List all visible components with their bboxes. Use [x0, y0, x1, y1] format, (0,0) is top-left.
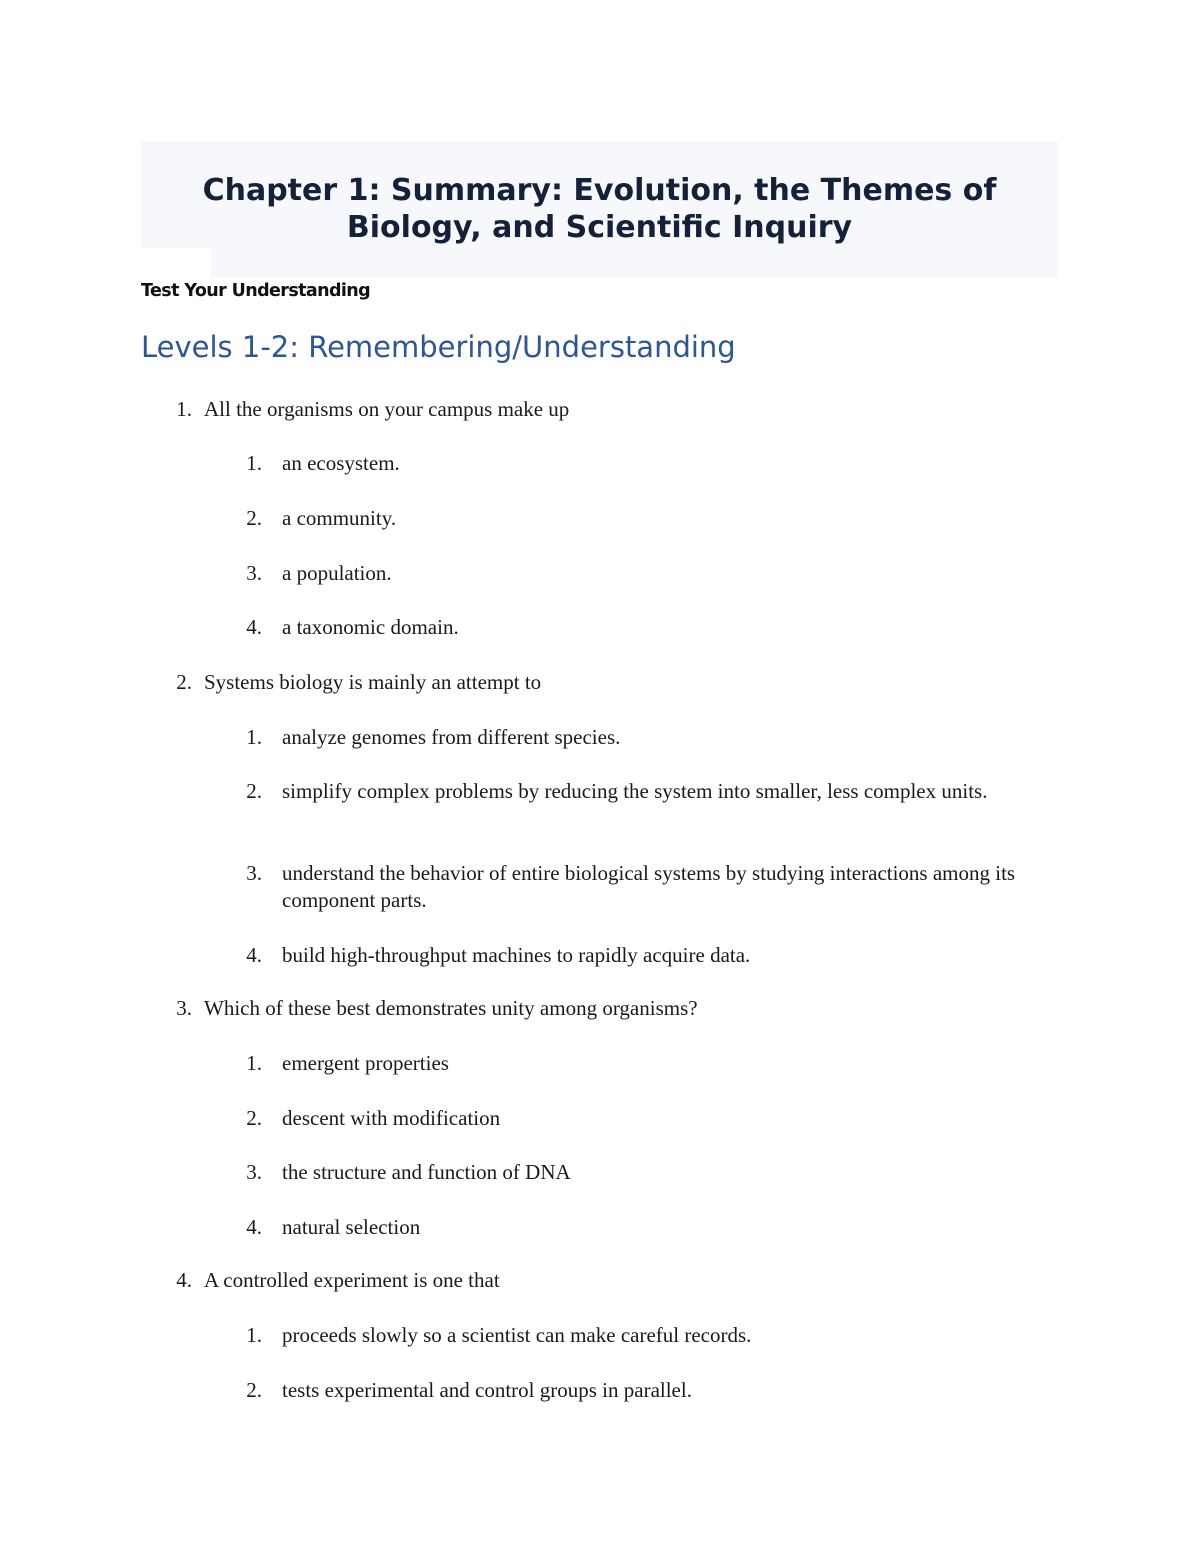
option-text: proceeds slowly so a scientist can make careful records. — [282, 1323, 752, 1347]
question-4-option-2 — [236, 1377, 1026, 1404]
question-3-option-4 — [236, 1214, 1026, 1241]
question-3-option-2 — [236, 1105, 1026, 1132]
question-2 — [166, 669, 1046, 696]
question-number: 4. — [176, 1268, 192, 1292]
option-number: 4. — [246, 1215, 262, 1239]
question-1-option-3 — [236, 560, 1026, 587]
option-number: 4. — [246, 943, 262, 967]
option-number: 1. — [246, 451, 262, 475]
option-text: a population. — [282, 561, 392, 585]
option-text: tests experimental and control groups in parallel. — [282, 1378, 692, 1402]
question-number: 2. — [176, 670, 192, 694]
option-number: 4. — [246, 615, 262, 639]
option-text: emergent properties — [282, 1051, 449, 1075]
question-text: A controlled experiment is one that — [204, 1268, 500, 1292]
question-text: Which of these best demonstrates unity among organisms? — [204, 996, 698, 1020]
question-1-option-4 — [236, 614, 1026, 641]
title-banner-notch — [141, 248, 211, 278]
option-text: build high-throughput machines to rapidly acquire data. — [282, 943, 751, 967]
question-3 — [166, 995, 1046, 1022]
option-number: 1. — [246, 1323, 262, 1347]
option-text: natural selection — [282, 1215, 421, 1239]
question-3-option-3 — [236, 1159, 1026, 1186]
question-4 — [166, 1267, 1046, 1294]
section-label: Test Your Understanding — [141, 281, 371, 301]
question-1-option-2 — [236, 505, 1026, 532]
option-number: 3. — [246, 861, 262, 885]
question-2-option-3 — [236, 860, 1026, 914]
level-heading: Levels 1-2: Remembering/Understanding — [141, 330, 736, 364]
question-1-option-1 — [236, 450, 1026, 477]
option-text: analyze genomes from different species. — [282, 725, 621, 749]
option-number: 1. — [246, 725, 262, 749]
question-text: All the organisms on your campus make up — [204, 397, 570, 421]
option-number: 2. — [246, 779, 262, 803]
question-text: Systems biology is mainly an attempt to — [204, 670, 542, 694]
option-text: simplify complex problems by reducing the system into smaller, less complex units. — [282, 779, 988, 803]
option-number: 1. — [246, 1051, 262, 1075]
option-number: 2. — [246, 506, 262, 530]
question-3-option-1 — [236, 1050, 1026, 1077]
question-2-option-1 — [236, 724, 1026, 751]
question-2-option-4 — [236, 942, 1026, 969]
option-number: 3. — [246, 561, 262, 585]
question-2-option-2 — [236, 778, 1026, 805]
option-number: 2. — [246, 1378, 262, 1402]
option-text: a taxonomic domain. — [282, 615, 459, 639]
option-number: 3. — [246, 1160, 262, 1184]
option-text: understand the behavior of entire biological systems by studying interactions among its component parts. — [282, 861, 1016, 912]
option-text: an ecosystem. — [282, 451, 400, 475]
question-number: 1. — [176, 397, 192, 421]
question-number: 3. — [176, 996, 192, 1020]
option-text: descent with modification — [282, 1106, 501, 1130]
option-text: the structure and function of DNA — [282, 1160, 571, 1184]
question-1 — [166, 396, 1046, 423]
question-4-option-1 — [236, 1322, 1026, 1349]
document-title: Chapter 1: Summary: Evolution, the Themes of Biology, and Scientific Inquiry — [202, 173, 997, 245]
option-number: 2. — [246, 1106, 262, 1130]
option-text: a community. — [282, 506, 397, 530]
